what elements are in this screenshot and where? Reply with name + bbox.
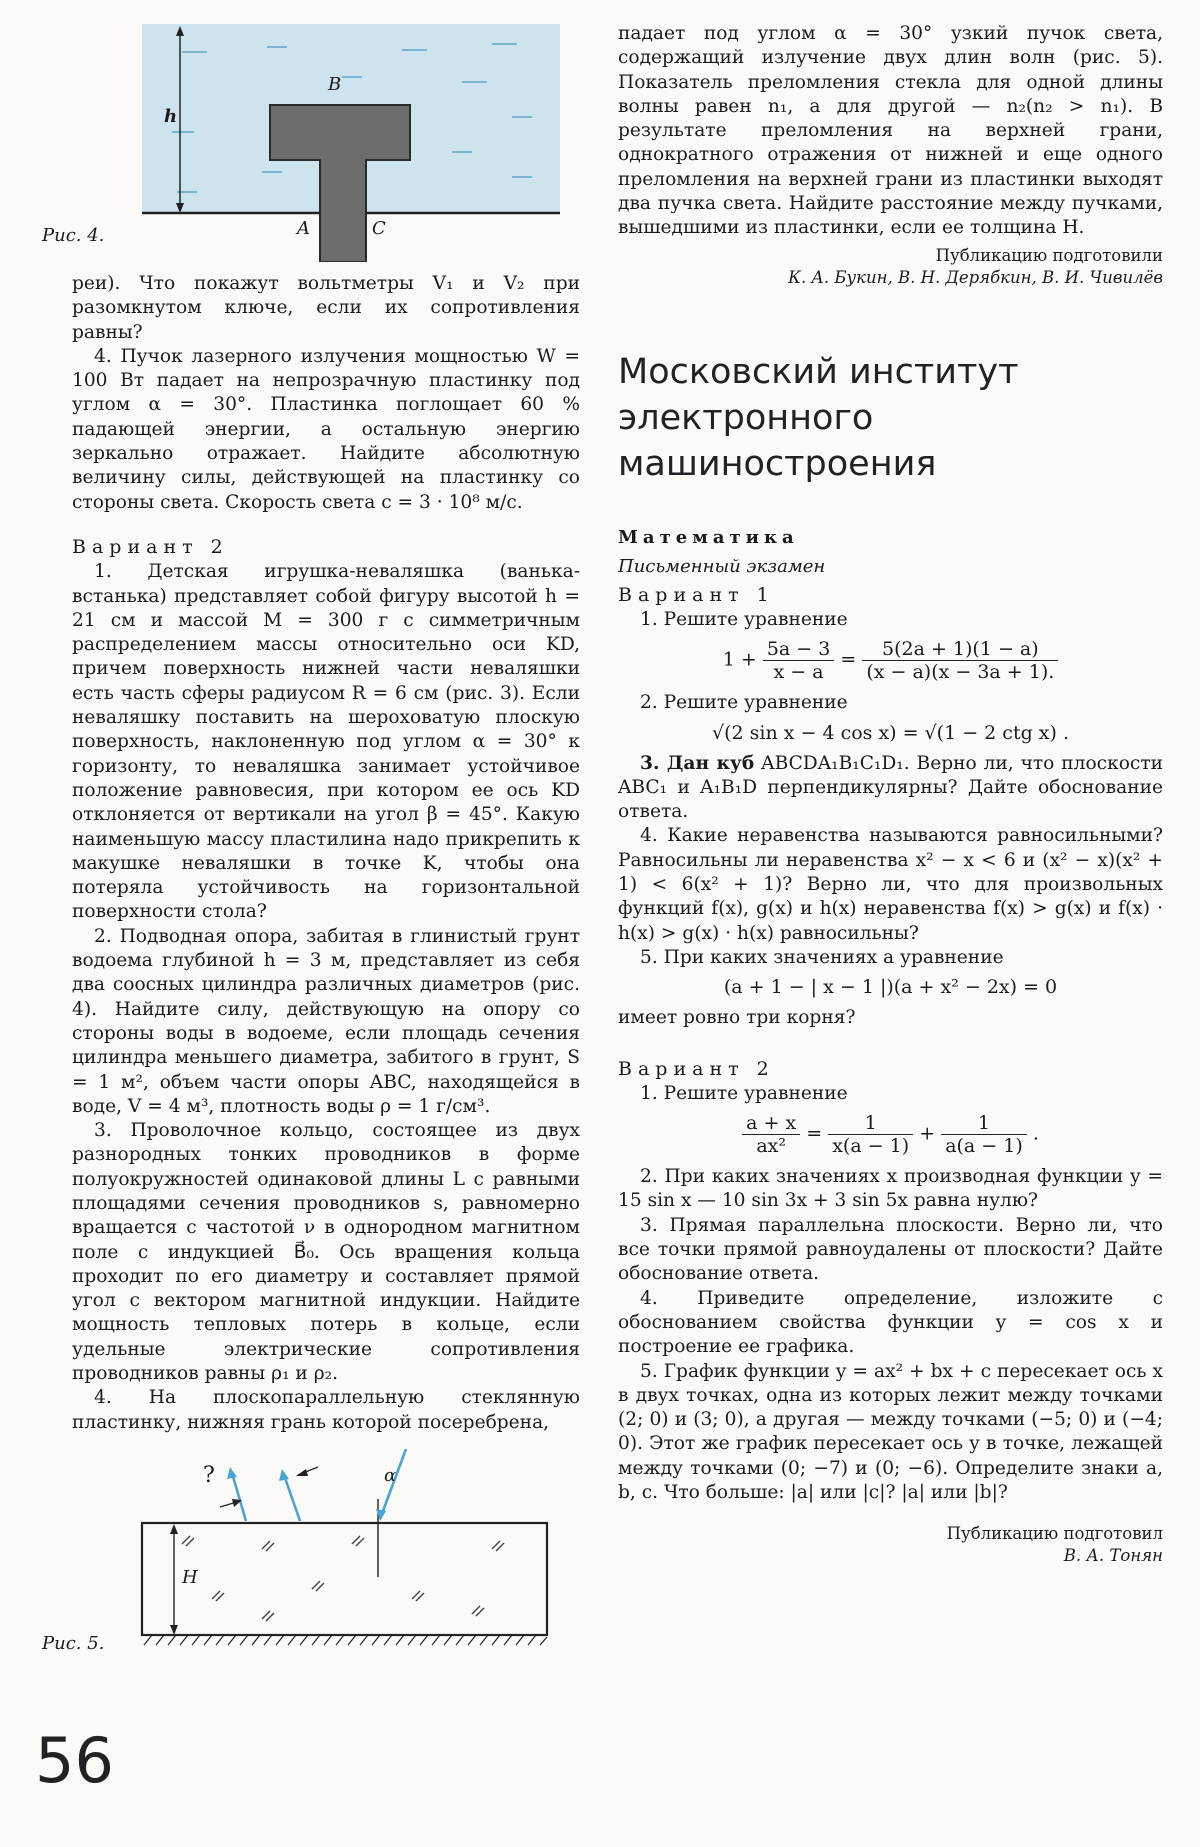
exam-type: Письменный экзамен [618, 555, 826, 577]
credit-2-line-1: Публикацию подготовил [946, 1524, 1163, 1544]
v1-problem-5b: имеет ровно три корня? [618, 1007, 856, 1029]
left-v2-problem-2: 2. Подводная опора, забитая в глинистый грунт водоема глубиной h = 3 м, представляет из себя два соосных цилиндра различных диаметров (рис. 4). Найдите силу, действующую на опору со стороны воды в водоеме, если площадь сечения цилиндра меньшего диаметра, забитого в грунт, S = 1 м², объем части опоры ABC, находящейся в воде, V = 4 м³, плотность воды ρ = 1 г/см³. [72, 925, 580, 1117]
v2-problem-2: 2. При каких значениях x производная функции y = 15 sin x — 10 sin 3x + 3 sin 5x равна нулю? [618, 1166, 1163, 1212]
v2-formula-1: $\frac{a + x}{\text{ax²}}$ = $\frac{1}{x(a - 1)}$ + $\frac{1}{a(a - 1)}$ . [618, 1112, 1163, 1157]
v1-formula-2: √(2 sin x − 4 cos x) = √(1 − 2 ctg x) . [711, 721, 1069, 744]
v2-problem-3: 3. Прямая параллельна плоскости. Верно ли, что все точки прямой равноудалены от плоскости? Дайте обоснование ответа. [618, 1214, 1163, 1285]
right-column [618, 22, 1163, 1567]
glass-plate [142, 1523, 547, 1635]
v2-problem-1: 1. Решите уравнение [640, 1082, 848, 1104]
left-cont-paragraph: реи). Что покажут вольтметры V₁ и V₂ при разомкнутом ключе, если их сопротивления равны? [72, 273, 580, 343]
fig4-label-C: C [372, 218, 386, 239]
v2-problem-5: 5. График функции y = ax² + bx + c пересекает ось x в двух точках, одна из которых лежит между точками (2; 0) и (3; 0), а другая — между точками (−5; 0) и (−4; 0). Этот же график пересекает ось y в точке, лежащей между точками (0; −7) и (0; −6). Определите знаки a, b, c. Что больше: |a| или |c|? |a| или |b|? [618, 1360, 1163, 1503]
left-v2-problem-3: 3. Проволочное кольцо, состоящее из двух разнородных тонких проводников в форме полуокружностей одинаковой длины L с равными площадями сечения проводников s, равномерно вращается с частотой ν в однородном магнитном поле с индукцией B⃗₀. Ось вращения кольца проходит по его диаметру и составляет прямой угол с вектором магнитной индукции. Найдите мощность тепловых потерь в кольце, если удельные электрические сопротивления проводников равны ρ₁ и ρ₂. [72, 1120, 580, 1385]
silver-hatching [142, 1635, 547, 1645]
left-v2-problem-4: 4. На плоскопараллельную стеклянную пластинку, нижняя грань которой посеребрена, [72, 1387, 580, 1433]
figure-4-drawing [72, 22, 580, 262]
figure-5 [42, 1449, 580, 1654]
v1-problem-4: 4. Какие неравенства называются равносильными? Равносильны ли неравенства x² − x < 6 и (x² − x)(x² + 1) < 6(x² + 1)? Верно ли, что для произвольных функций f(x), g(x) и h(x) неравенства f(x) > g(x) и f(x) · h(x) > g(x) · h(x) равносильны? [618, 825, 1163, 944]
left-variant-2-heading: Вариант 2 [72, 535, 229, 558]
left-problem-4: 4. Пучок лазерного излучения мощностью W = 100 Вт падает на непрозрачную пластинку под углом α = 30°. Пластинка поглощает 60 % падающей энергии, а остальную энергию зеркально отражает. Найдите абсолютную величину силы, действующей на пластинку со стороны света. Скорость света c = 3 · 10⁸ м/с. [72, 345, 580, 513]
fig5-label-q: ? [203, 1462, 215, 1488]
fig4-caption: Рис. 4. [42, 225, 105, 246]
fig4-label-h: h [164, 106, 178, 127]
subject-heading: Математика [618, 526, 799, 548]
fig5-label-a: α [384, 1464, 397, 1486]
figure-5-drawing [72, 1449, 580, 1654]
right-cont-paragraph: падает под углом α = 30° узкий пучок света, содержащий излучение двух длин волн (рис. 5). Показатель преломления стекла для одной длины волны равен n₁, а для другой — n₂(n₂ > n₁). В результате преломления на верхней грани, однократного отражения от нижней и еще одного преломления на верхней грани из пластинки выходят два пучка света. Найдите расстояние между пучками, вышедшими из пластинки, если ее толщина H. [618, 23, 1163, 239]
fig5-caption: Рис. 5. [42, 1632, 105, 1654]
v1-formula-5: (a + 1 − | x − 1 |)(a + x² − 2x) = 0 [723, 976, 1058, 999]
figure-4 [42, 22, 580, 272]
right-variant-2-heading: Вариант 2 [618, 1057, 775, 1080]
credit-2-line-2: В. А. Тонян [1063, 1546, 1163, 1566]
outgoing-beam-2 [284, 1475, 300, 1521]
v1-problem-1: 1. Решите уравнение [640, 608, 848, 630]
fig4-label-B: B [328, 74, 342, 95]
credit-block-2 [618, 1523, 1163, 1567]
credit-block-1 [618, 245, 1163, 289]
left-column [42, 22, 580, 1654]
right-variant-1-heading: Вариант 1 [618, 583, 775, 606]
v2-problem-4: 4. Приведите определение, изложите с обоснованием свойства функции y = cos x и построение ее графика. [618, 1287, 1163, 1358]
fig5-label-H: H [182, 1566, 198, 1588]
page-number: 56 [35, 1724, 114, 1797]
glass-hatching [182, 1536, 504, 1621]
credit-1-line-2: К. А. Букин, В. Н. Дерябкин, В. И. Чивилёв [788, 267, 1163, 287]
institute-title: Московский институт электронного машиностроения [618, 351, 1019, 484]
v1-problem-3: 3. Дан куб ABCDA₁B₁C₁D₁. Верно ли, что плоскости ABC₁ и A₁B₁D перпендикулярны? Дайте обоснование ответа. [618, 752, 1163, 823]
left-v2-problem-1: 1. Детская игрушка-неваляшка (ванька-встанька) представляет собой фигуру высотой h = 21 см и массой M = 300 г с симметричным распределением массы относительно оси KD, причем поверхность нижней части неваляшки есть часть сферы радиусом R = 6 см (рис. 3). Если неваляшку поставить на шероховатую плоскую поверхность, наклоненную под углом α = 30° к горизонту, то неваляшка занимает устойчивое положение равновесия, при котором ее ось KD отклоняется от вертикали на угол β = 45°. Какую наименьшую массу пластилина надо прикрепить к макушке неваляшки в точке K, чтобы она потеряла устойчивость на горизонтальной поверхности стола? [72, 561, 580, 923]
fig4-label-A: A [297, 218, 310, 239]
v1-formula-1: 1 + $\frac{5a - 3}{x - a}$ = $\frac{5(2a + 1)(1 - a)}{(x - a)(x - 3a + 1).}$ [618, 638, 1163, 683]
v1-problem-5: 5. При каких значениях a уравнение [640, 946, 1004, 968]
outgoing-beam-1 [232, 1473, 246, 1521]
credit-1-line-1: Публикацию подготовили [935, 245, 1163, 265]
v1-problem-2: 2. Решите уравнение [640, 692, 848, 714]
